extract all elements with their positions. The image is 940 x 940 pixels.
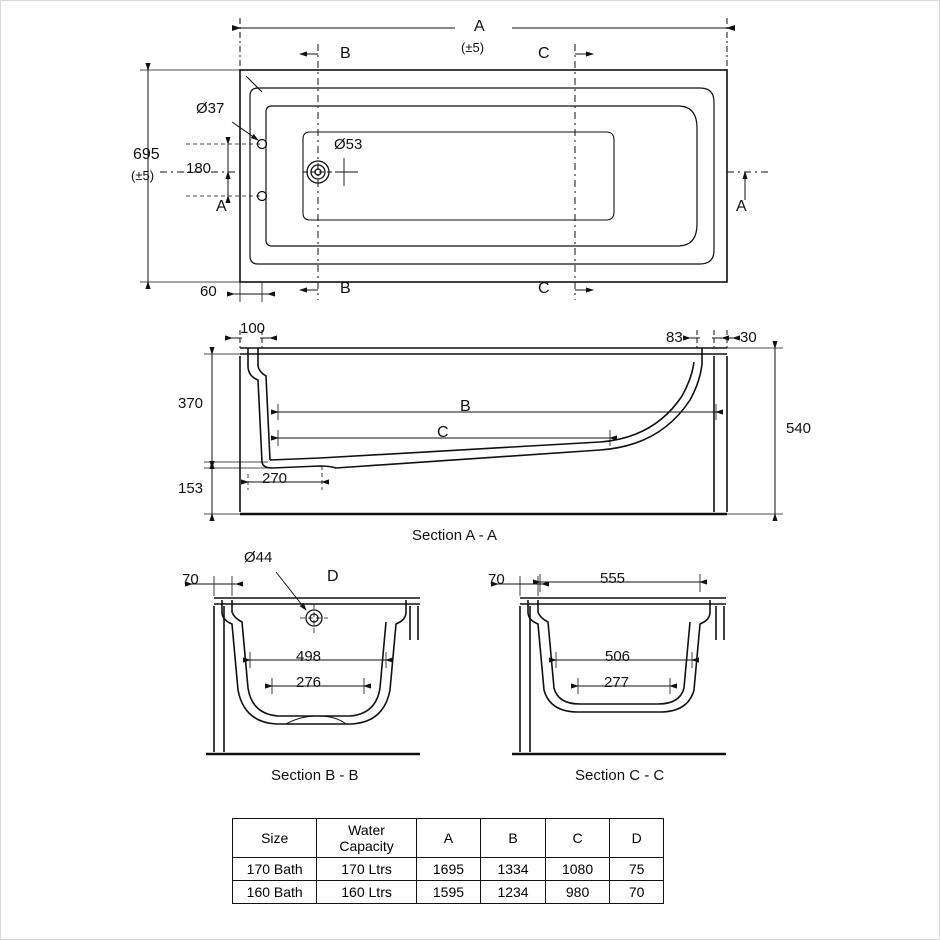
table-cell-c: 980 [545, 881, 610, 904]
plan-hole-37-label: Ø37 [196, 100, 225, 117]
table-cell-a: 1595 [416, 881, 481, 904]
section-bb-dim-70-label: 70 [182, 571, 199, 588]
section-aa-dim-100-label: 100 [240, 320, 266, 337]
table-header-water-capacity: Water Capacity [317, 819, 416, 858]
section-cc-dim-555-label: 555 [600, 570, 626, 587]
table-header-c: C [545, 819, 610, 858]
table-cell-d: 75 [610, 858, 664, 881]
table-cell-b: 1234 [481, 881, 546, 904]
section-bb-hole-44-label: Ø44 [244, 549, 273, 566]
section-aa-dim-c-label: C [437, 424, 449, 441]
plan-dim-60-label: 60 [200, 283, 217, 300]
table-cell-size: 170 Bath [233, 858, 317, 881]
section-bb-caption: Section B - B [271, 767, 359, 784]
plan-section-mark-left: A [216, 198, 227, 215]
section-bb-dim-276-label: 276 [296, 674, 322, 691]
table-cell-b: 1334 [481, 858, 546, 881]
section-cc-dim-506-label: 506 [605, 648, 631, 665]
plan-width-tolerance: (±5) [131, 168, 155, 183]
table-cell-c: 1080 [545, 858, 610, 881]
section-aa-dim-540-label: 540 [786, 420, 812, 437]
section-aa-dim-153-label: 153 [178, 480, 204, 497]
section-cc-caption: Section C - C [575, 767, 665, 784]
table-header-b: B [481, 819, 546, 858]
table-header-size: Size [233, 819, 317, 858]
section-aa-dim-370-label: 370 [178, 395, 204, 412]
section-aa-dim-b-label: B [460, 398, 471, 415]
section-bb-mark-d: D [327, 568, 339, 585]
plan-dim-180-label: 180 [186, 160, 212, 177]
section-aa-dim-83-label: 83 [666, 329, 683, 346]
specification-table [232, 818, 664, 904]
plan-width-label: 695 [133, 146, 160, 163]
plan-hole-53-label: Ø53 [334, 136, 363, 153]
table-header-row [233, 819, 664, 858]
section-aa-dim-270-label: 270 [262, 470, 288, 487]
table-cell-d: 70 [610, 881, 664, 904]
section-aa-dim-30-label: 30 [740, 329, 757, 346]
section-cc-dim-277-label: 277 [604, 674, 630, 691]
plan-dim-c-top-label: C [538, 45, 550, 62]
section-aa-caption: Section A - A [412, 527, 498, 544]
table-row [233, 881, 664, 904]
plan-section-mark-right: A [736, 198, 747, 215]
table-cell-size: 160 Bath [233, 881, 317, 904]
plan-dim-a-label: A [474, 18, 485, 35]
plan-dim-a-tolerance: (±5) [461, 40, 485, 55]
plan-dim-b-top-label: B [340, 45, 351, 62]
table-row [233, 858, 664, 881]
table-cell-capacity: 170 Ltrs [317, 858, 416, 881]
plan-dim-c-bottom-label: C [538, 280, 550, 297]
section-bb-dim-498-label: 498 [296, 648, 322, 665]
table-header-a: A [416, 819, 481, 858]
section-cc-dim-70-label: 70 [488, 571, 505, 588]
table-cell-a: 1695 [416, 858, 481, 881]
table-header-d: D [610, 819, 664, 858]
plan-dim-b-bottom-label: B [340, 280, 351, 297]
table-cell-capacity: 160 Ltrs [317, 881, 416, 904]
